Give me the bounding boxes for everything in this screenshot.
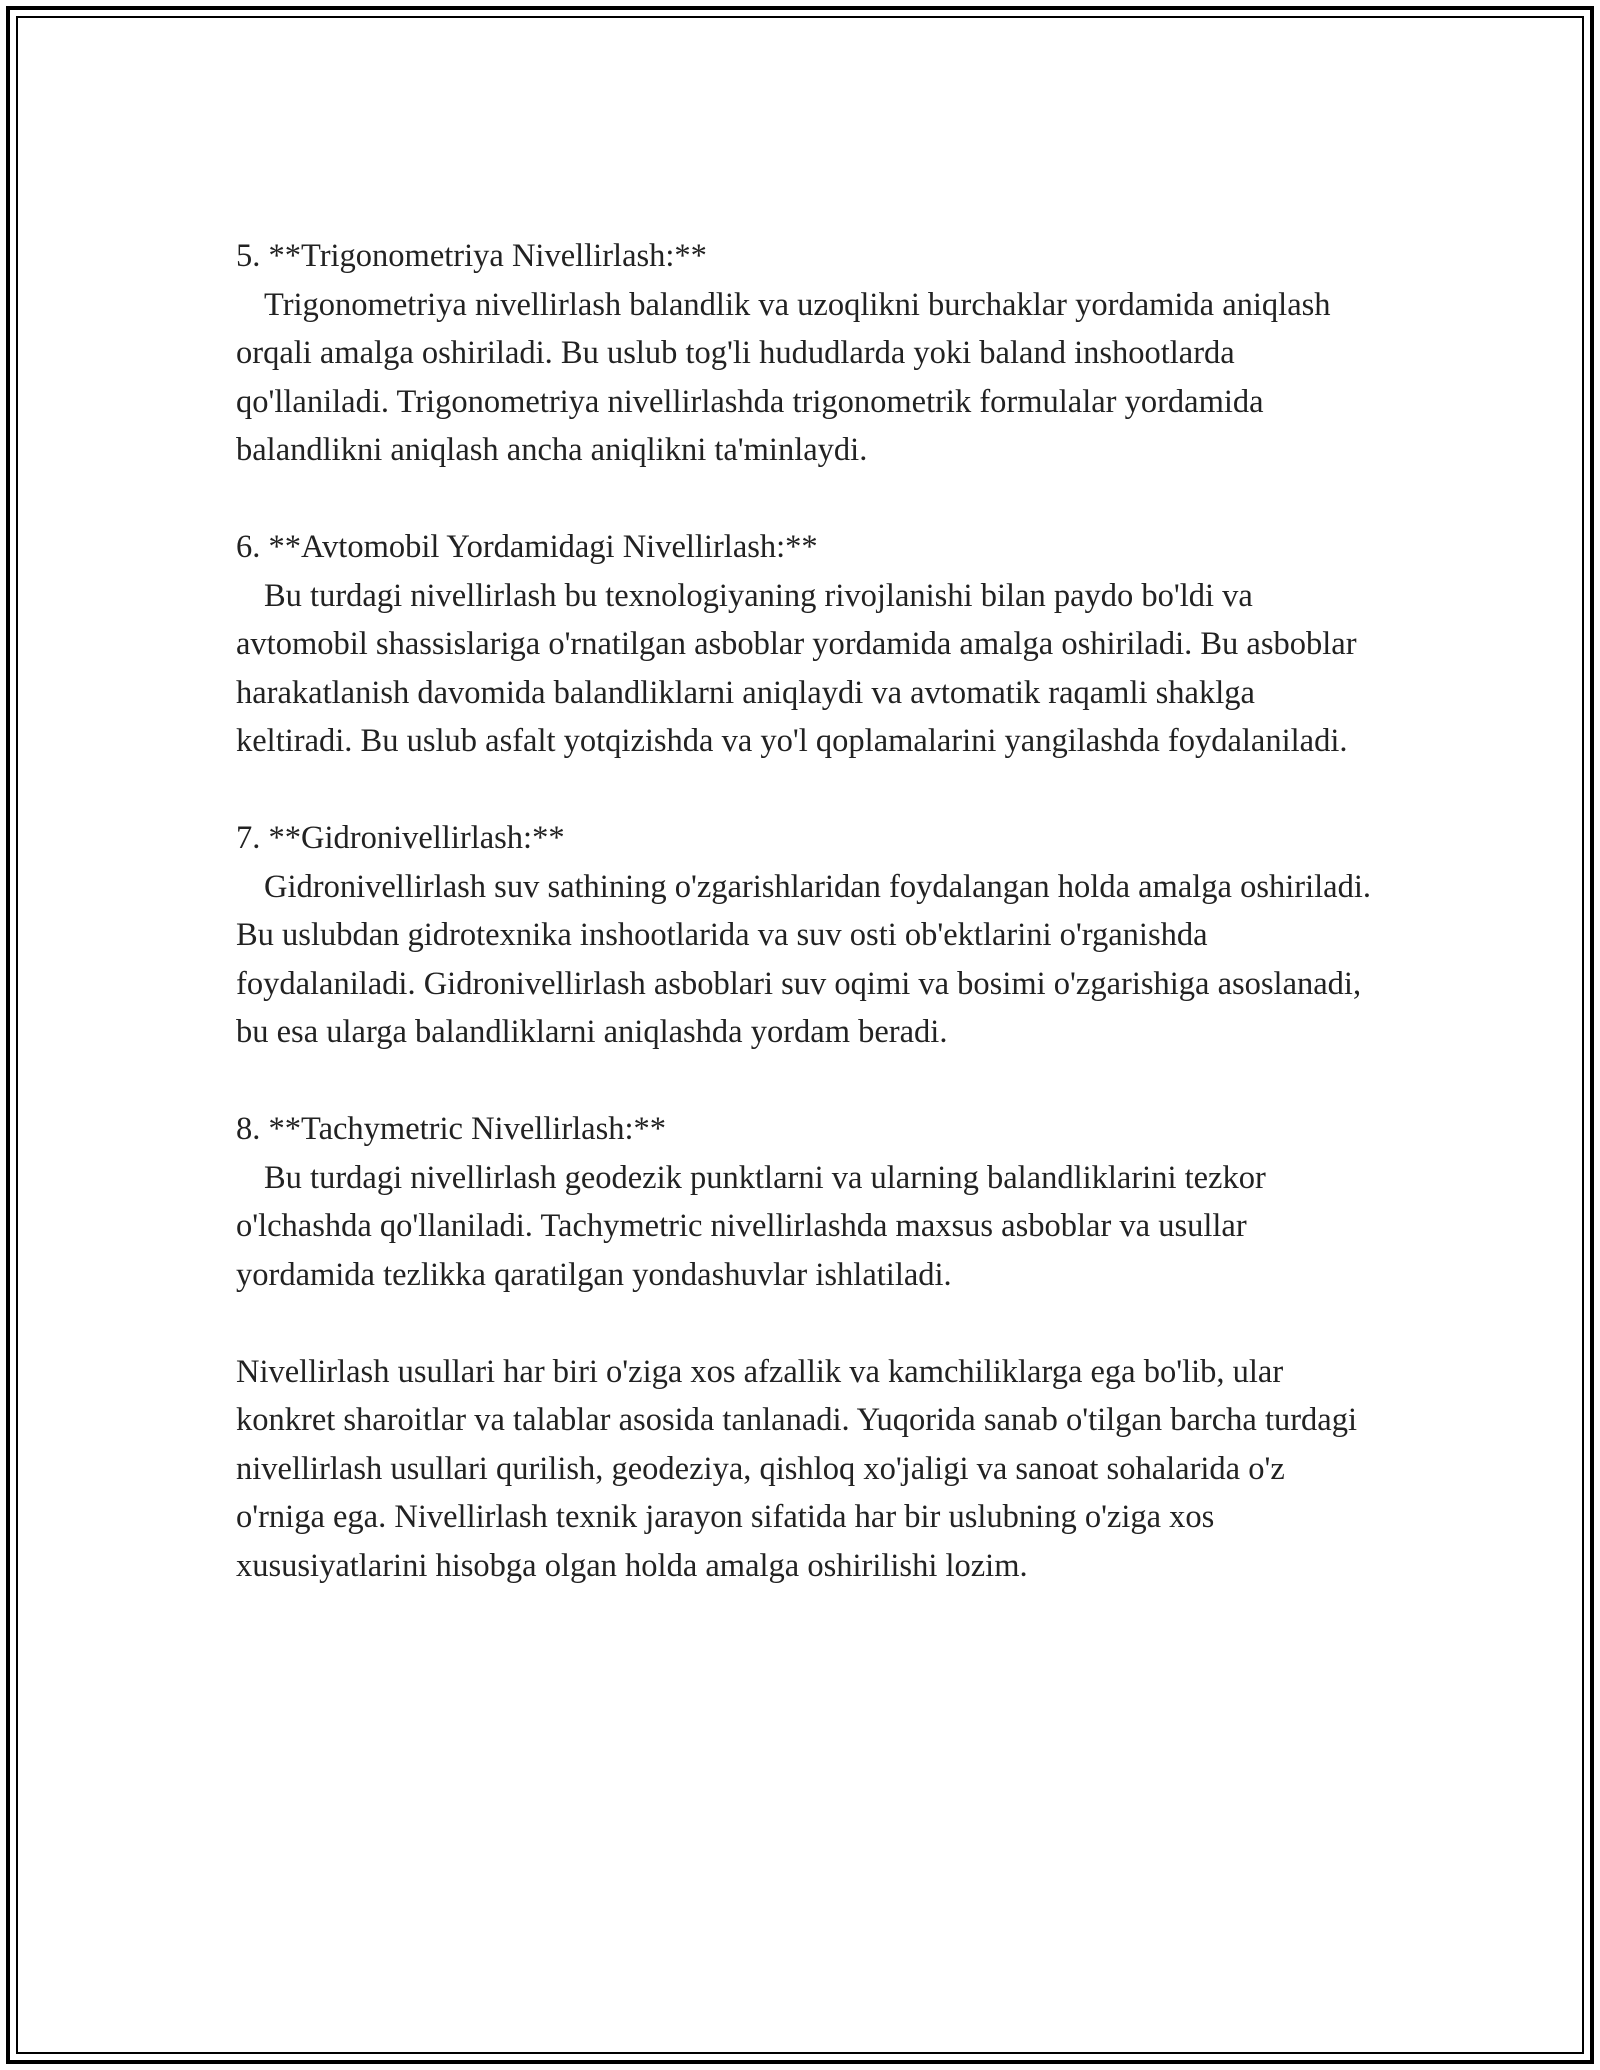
section-body: Trigonometriya nivellirlash balandlik va uzoqlikni burchaklar yordamida aniqlash orqali amalga oshiriladi. Bu uslub tog'li hududlarda yoki baland inshootlarda qo'llaniladi. Trigonometriya nivellirlashda trigonometrik formulalar yordamida balandlikni aniqlash ancha aniqlikni ta'minlaydi. bbox=[236, 286, 1331, 468]
section-trigonometriya bbox=[236, 232, 1376, 475]
section-heading: 6. **Avtomobil Yordamidagi Nivellirlash:** bbox=[236, 529, 818, 565]
section-gidronivellirlash bbox=[236, 814, 1376, 1057]
section-heading: 8. **Tachymetric Nivellirlash:** bbox=[236, 1111, 667, 1147]
section-body: Bu turdagi nivellirlash bu texnologiyaning rivojlanishi bilan paydo bo'ldi va avtomobil shassislariga o'rnatilgan asboblar yordamida amalga oshiriladi. Bu asboblar harakatlanish davomida balandliklarni aniqlaydi va avtomatik raqamli shaklga keltiradi. Bu uslub asfalt yotqizishda va yo'l qoplamalarini yangilashda foydalaniladi. bbox=[236, 577, 1357, 759]
section-body: Gidronivellirlash suv sathining o'zgarishlaridan foydalangan holda amalga oshiriladi. Bu uslubdan gidrotexnika inshootlarida va suv osti ob'ektlarini o'rganishda foydalaniladi. Gidronivellirlash asboblari suv oqimi va bosimi o'zgarishiga asoslanadi, bu esa ularga balandliklarni aniqlashda yordam beradi. bbox=[236, 868, 1371, 1050]
section-heading: 5. **Trigonometriya Nivellirlash:** bbox=[236, 238, 707, 274]
section-avtomobil bbox=[236, 523, 1376, 766]
document-content bbox=[236, 232, 1376, 1590]
section-heading: 7. **Gidronivellirlash:** bbox=[236, 820, 565, 856]
conclusion-paragraph: Nivellirlash usullari har biri o'ziga xos afzallik va kamchiliklarga ega bo'lib, ular konkret sharoitlar va talablar asosida tanlanadi. Yuqorida sanab o'tilgan barcha turdagi nivellirlash usullari qurilish, geodeziya, qishloq xo'jaligi va sanoat sohalarida o'z o'rniga ega. Nivellirlash texnik jarayon sifatida har bir uslubning o'ziga xos xususiyatlarini hisobga olgan holda amalga oshirilishi lozim. bbox=[236, 1353, 1357, 1584]
section-tachymetric bbox=[236, 1105, 1376, 1299]
section-body: Bu turdagi nivellirlash geodezik punktlarni va ularning balandliklarini tezkor o'lchashda qo'llaniladi. Tachymetric nivellirlashda maxsus asboblar va usullar yordamida tezlikka qaratilgan yondashuvlar ishlatiladi. bbox=[236, 1159, 1266, 1293]
